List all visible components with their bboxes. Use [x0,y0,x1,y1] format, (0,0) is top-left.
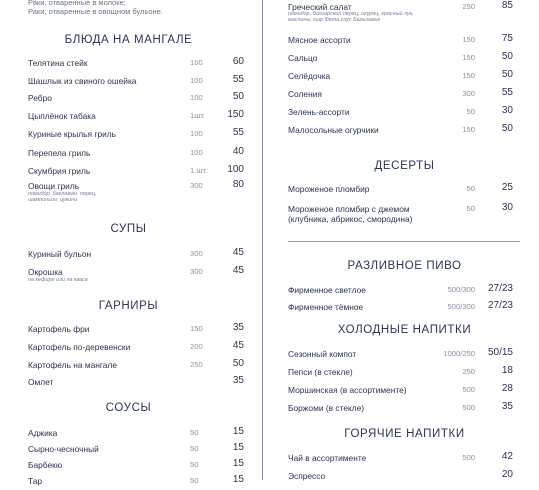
item-portion: 50 [190,476,199,485]
menu-item [0,340,257,358]
menu-item [0,358,257,375]
item-price: 50 [232,358,244,369]
item-price: 15 [232,442,244,453]
menu-item [270,105,539,123]
menu-item [0,474,257,490]
item-price: 85 [501,0,513,11]
item-price: 35 [232,322,244,333]
menu-item [270,0,539,33]
section-title: ХОЛОДНЫЕ НАПИТКИ [337,324,472,336]
item-name: Моршинская (в ассортименте) [288,385,407,395]
item-price: 45 [232,340,244,351]
left-menu-column [0,0,257,486]
item-name: Фирменное тёмное [288,302,364,312]
item-price: 42 [501,451,513,462]
item-name: Аджика [28,428,58,438]
item-description: помидор, болгарский перец, огурец, красный лук, маслины, сыр Фета,соус Бальзамик [288,11,414,23]
menu-item [0,179,257,209]
item-portion: 1шт. [190,111,206,120]
item-portion: 100 [190,76,203,85]
item-name: Мороженое пломбир с джемом [288,204,410,214]
item-name: Мороженое пломбир [288,184,370,194]
item-price: 35 [501,401,513,412]
section-appetizers [270,0,539,141]
menu-item [270,33,539,51]
intro-line: Раки, отваренные в овощном бульоне. [28,7,163,16]
section-draft-beer [270,258,539,318]
section-grill [0,32,257,209]
menu-item [0,56,257,74]
item-name: Селёдочка [288,71,331,81]
item-name: Овощи гриль [28,181,80,191]
menu-item [0,74,257,91]
menu-item [0,247,257,265]
item-name: Эспрессо [288,471,326,481]
item-portion: 50 [190,428,199,437]
item-portion: 500/300 [447,302,475,311]
item-name: Мясное ассорти [288,35,351,45]
item-name: Греческий салат [288,2,352,12]
item-portion: 300 [190,181,203,190]
item-price: 30 [501,105,513,116]
item-name: Пепси (в стекле) [288,367,353,377]
intro-text [0,0,163,16]
menu-item [0,146,257,164]
item-price: 150 [227,109,244,120]
section-cold-drinks [270,322,539,419]
item-price: 35 [232,375,244,386]
item-name: Куриный бульон [28,249,92,259]
item-portion: 50 [466,204,475,213]
item-name: Картофель по-деревенски [28,342,131,352]
item-price: 60 [232,56,244,67]
item-portion: 150 [462,125,475,134]
menu-item [270,401,539,419]
item-name: Барбекю [28,460,63,470]
section-desserts [270,158,539,230]
item-price: 45 [232,247,244,258]
item-portion: 100 [190,58,203,67]
item-price: 20 [501,469,513,480]
item-price: 15 [232,458,244,469]
item-portion: 250 [462,367,475,376]
menu-item [270,347,539,365]
menu-item [0,375,257,393]
item-price: 100 [227,164,244,175]
section-title: ГОРЯЧИЕ НАПИТКИ [344,428,465,440]
item-portion: 150 [462,71,475,80]
item-name: Сезонный компот [288,349,357,359]
item-price: 50 [501,123,513,134]
item-portion: 150 [190,324,203,333]
item-name: Цыплёнок табака [28,111,96,121]
item-price: 15 [232,426,244,437]
menu-item [0,442,257,458]
item-price: 55 [232,74,244,85]
section-title: ГАРНИРЫ [98,300,159,312]
section-soups [0,221,257,287]
item-name: Малосольные огурчики [288,125,379,135]
item-price: 25 [501,182,513,193]
item-price: 40 [232,146,244,157]
item-price: 28 [501,383,513,394]
menu-item [270,87,539,105]
item-name: Перепела гриль [28,148,91,158]
section-title: ДЕСЕРТЫ [374,160,435,172]
item-portion: 50 [466,184,475,193]
item-price: 30 [501,202,513,213]
item-price: 18 [501,365,513,376]
item-portion: 500 [462,453,475,462]
item-name: Ребро [28,93,52,103]
menu-item [0,91,257,109]
item-portion: 250 [462,2,475,11]
item-portion: 150 [462,53,475,62]
section-title: БЛЮДА НА МАНГАЛЕ [64,34,193,46]
item-price: 55 [501,87,513,98]
item-name: Сырно-чесночный [28,444,99,454]
section-sauces [0,400,257,490]
column-divider [262,0,263,480]
item-name: Омлет [28,377,54,387]
item-name: Тар [28,476,43,486]
item-name: Сальцо [288,53,318,63]
item-price: 55 [232,127,244,138]
menu-item [0,265,257,287]
item-portion: 300 [190,249,203,258]
right-menu-column [270,0,539,480]
item-name: Зелень-ассорти [288,107,350,117]
menu-item [0,164,257,179]
item-name: Окрошка [28,267,63,277]
section-title: СУПЫ [110,223,147,235]
item-portion: 50 [190,444,199,453]
item-options: (клубника, абрикос, смородина) [288,214,413,224]
section-sides [0,298,257,393]
item-price: 27/23 [487,283,513,294]
item-name: Шашлык из свиного ошейка [28,76,137,86]
menu-item [0,109,257,127]
item-portion: 200 [190,342,203,351]
item-portion: 500 [462,403,475,412]
item-portion: 1 шт. [190,166,208,175]
item-portion: 50 [466,107,475,116]
item-portion: 300 [462,89,475,98]
item-price: 50 [501,69,513,80]
menu-item [0,127,257,146]
item-description: на кефире или на квасе [28,277,88,283]
item-name: Фирменное светлое [288,285,366,295]
menu-item [270,69,539,87]
menu-item [0,458,257,474]
menu-item [270,383,539,401]
item-portion: 300 [190,267,203,276]
item-name: Чай в ассортименте [288,453,367,463]
item-price: 15 [232,474,244,485]
item-price: 27/23 [487,300,513,311]
item-name: Скумбрия гриль [28,166,91,176]
item-portion: 150 [462,35,475,44]
item-portion: 250 [190,360,203,369]
item-name: Соления [288,89,322,99]
section-title: РАЗЛИВНОЕ ПИВО [347,260,462,272]
item-price: 75 [501,33,513,44]
item-price: 45 [232,265,244,276]
item-portion: 50 [190,460,199,469]
intro-line: Раки, отваренные в молоке; [28,0,126,7]
section-rule [288,241,520,242]
menu-item [270,365,539,383]
item-name: Картофель на мангале [28,360,117,370]
item-portion: 100 [190,148,203,157]
item-price: 50/15 [487,347,513,358]
item-price: 50 [232,91,244,102]
menu-item [270,51,539,69]
item-name: Куриные крылья гриль [28,129,117,139]
item-name: Боржоми (в стекле) [288,403,365,413]
menu-item [270,123,539,141]
item-portion: 100 [190,93,203,102]
item-portion: 100 [190,129,203,138]
section-title: СОУСЫ [105,402,152,414]
item-name: Телятина стейк [28,58,88,68]
menu-item [270,469,539,487]
menu-item [270,300,539,318]
menu-item [0,426,257,442]
item-description: помидор, баклажан, перец, шампиньон, цукини [28,191,97,203]
item-price: 80 [232,179,244,190]
item-portion: 1000/250 [443,349,475,358]
menu-item [0,322,257,340]
menu-item [270,202,539,230]
menu-item [270,182,539,202]
item-name: Картофель фри [28,324,90,334]
item-portion: 500/300 [447,285,475,294]
menu-item [270,451,539,469]
section-hot-drinks [270,426,539,487]
menu-item [270,283,539,300]
item-price: 50 [501,51,513,62]
item-portion: 500 [462,385,475,394]
